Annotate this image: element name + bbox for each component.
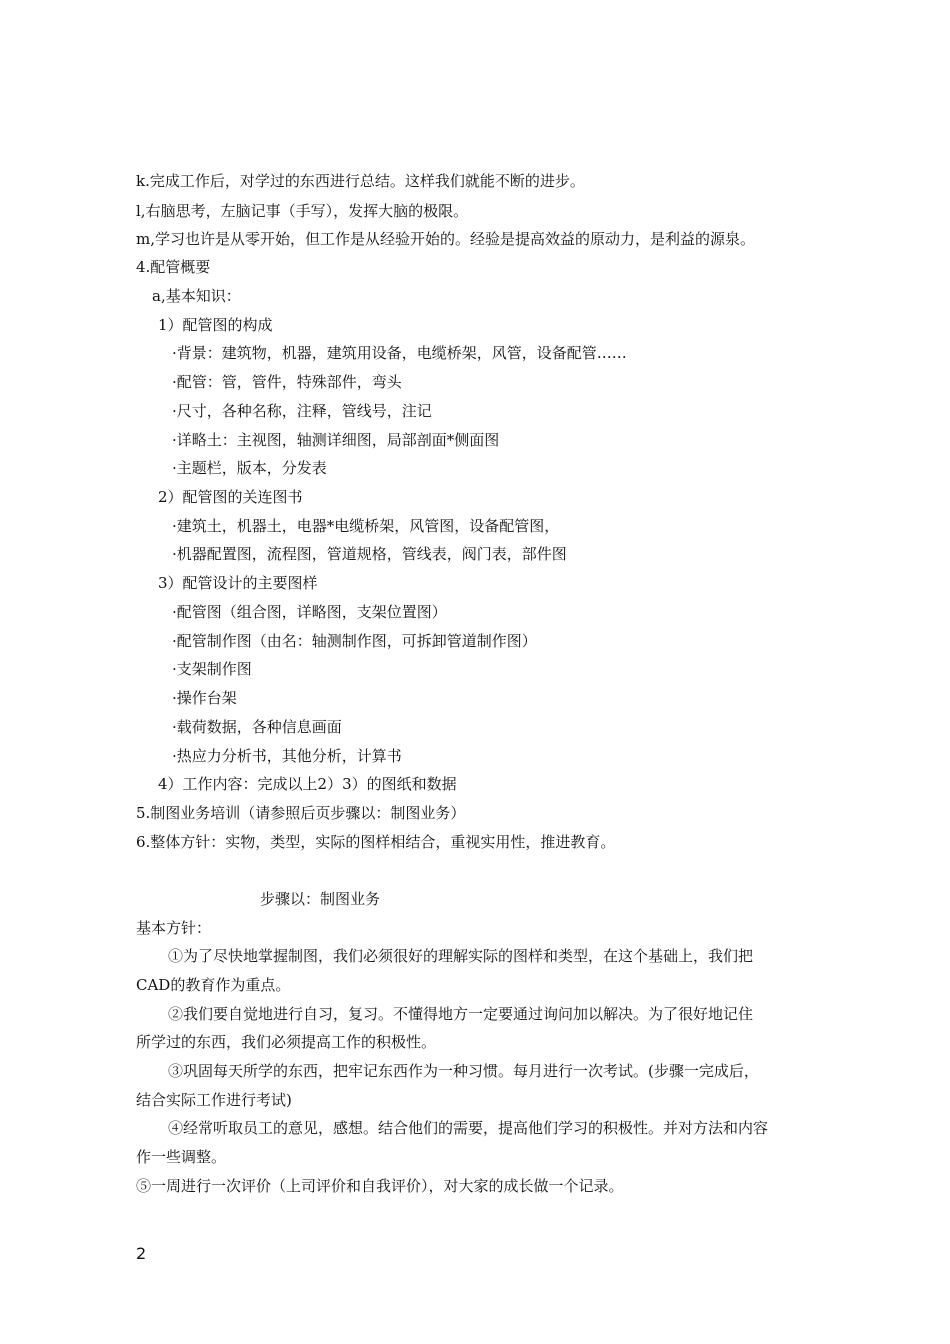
- subheading-a: a,基本知识：: [152, 287, 241, 305]
- subsection-1: 1）配管图的构成: [158, 316, 273, 334]
- text-line-k: k.完成工作后，对学过的东西进行总结。这样我们就能不断的进步。: [136, 172, 585, 190]
- procedure-title: 步骤以：制图业务: [260, 890, 381, 908]
- policy-2-line-2: 所学过的东西，我们必须提高工作的积极性。: [136, 1033, 437, 1051]
- bullet-analysis: ·热应力分析书，其他分析，计算书: [172, 747, 402, 765]
- bullet-background: ·背景：建筑物，机器，建筑用设备，电缆桥架，风管，设备配管……: [172, 344, 627, 362]
- policy-3-line-2: 结合实际工作进行考试): [136, 1091, 292, 1109]
- subsection-3: 3）配管设计的主要图样: [158, 574, 318, 592]
- subsection-2: 2）配管图的关连图书: [158, 488, 303, 506]
- bullet-load-data: ·载荷数据，各种信息画面: [172, 718, 342, 736]
- section-heading-6: 6.整体方针：实物，类型，实际的图样相结合，重视实用性，推进教育。: [136, 833, 616, 851]
- bullet-piping-drawing: ·配管图（组合图，详略图，支架位置图）: [172, 603, 447, 621]
- bullet-support-drawing: ·支架制作图: [172, 660, 252, 678]
- policy-1-line-1: ①为了尽快地掌握制图，我们必须很好的理解实际的图样和类型，在这个基础上，我们把: [168, 947, 754, 965]
- policy-4-line-2: 作一些调整。: [136, 1148, 227, 1166]
- bullet-fabrication-drawing: ·配管制作图（由名：轴测制作图，可拆卸管道制作图）: [172, 632, 537, 650]
- section-heading-5: 5.制图业务培训（请参照后页步骤以：制图业务）: [136, 804, 466, 822]
- policy-1-line-2: CAD的教育作为重点。: [136, 976, 291, 994]
- bullet-title-block: ·主题栏，版本，分发表: [172, 459, 327, 477]
- bullet-piping: ·配管：管，管件，特殊部件，弯头: [172, 373, 402, 391]
- bullet-related-2: ·机器配置图，流程图，管道规格，管线表，阀门表，部件图: [172, 545, 567, 563]
- bullet-related-1: ·建筑土，机器土，电器*电缆桥架，风管图，设备配管图，: [172, 517, 560, 535]
- bullet-detail: ·详略土：主视图，轴测详细图，局部剖面*侧面图: [172, 431, 500, 449]
- basic-policy-heading: 基本方针：: [136, 919, 212, 937]
- text-line-l: l,右脑思考，左脑记事（手写），发挥大脑的极限。: [136, 202, 469, 220]
- bullet-platform: ·操作台架: [172, 689, 237, 707]
- bullet-dimensions: ·尺寸，各种名称，注释，管线号，注记: [172, 402, 432, 420]
- text-line-m: m,学习也许是从零开始，但工作是从经验开始的。经验是提高效益的原动力，是利益的源泉。: [136, 230, 755, 248]
- page-number: 2: [136, 1244, 147, 1263]
- policy-2-line-1: ②我们要自觉地进行自习，复习。不懂得地方一定要通过询问加以解决。为了很好地记住: [168, 1005, 754, 1023]
- policy-3-line-1: ③巩固每天所学的东西，把牢记东西作为一种习惯。每月进行一次考试。(步骤一完成后，: [168, 1062, 759, 1080]
- policy-4-line-1: ④经常听取员工的意见，感想。结合他们的需要，提高他们学习的积极性。并对方法和内容: [168, 1119, 769, 1137]
- subsection-4: 4）工作内容：完成以上2）3）的图纸和数据: [158, 775, 457, 793]
- section-heading-4: 4.配管概要: [136, 258, 211, 276]
- policy-5: ⑤一周进行一次评价（上司评价和自我评价），对大家的成长做一个记录。: [136, 1177, 624, 1195]
